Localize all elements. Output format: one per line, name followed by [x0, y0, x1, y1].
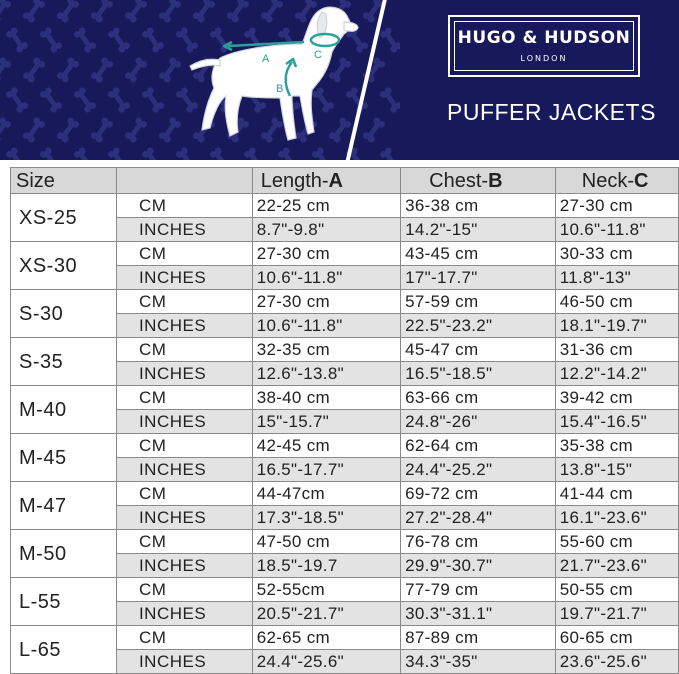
neck-value: 30-33 cm — [555, 242, 678, 266]
bone-icon — [124, 0, 149, 24]
bone-icon — [90, 56, 115, 84]
bone-icon — [141, 86, 166, 114]
bone-icon — [158, 116, 183, 144]
table-row-cm — [11, 482, 679, 506]
length-value: 17.3"-18.5" — [252, 506, 400, 530]
unit-label: INCHES — [116, 602, 252, 626]
length-value: 15"-15.7" — [252, 410, 400, 434]
length-value: 42-45 cm — [252, 434, 400, 458]
label-a: A — [262, 53, 270, 65]
header-chest — [401, 168, 556, 194]
size-label: M-50 — [11, 530, 117, 578]
length-value: 62-65 cm — [252, 626, 400, 650]
chest-value: 24.4"-25.2" — [401, 458, 556, 482]
bone-icon — [158, 56, 183, 84]
header-banner — [0, 0, 679, 160]
length-value: 18.5"-19.7 — [252, 554, 400, 578]
bone-icon — [73, 86, 98, 114]
bone-icon — [379, 26, 400, 54]
size-label: L-55 — [11, 578, 117, 626]
size-label: S-35 — [11, 338, 117, 386]
size-label: XS-25 — [11, 194, 117, 242]
unit-label: CM — [116, 482, 252, 506]
neck-value: 10.6"-11.8" — [555, 218, 678, 242]
neck-value: 27-30 cm — [555, 194, 678, 218]
table-row-cm — [11, 290, 679, 314]
table-row-cm — [11, 434, 679, 458]
length-value: 27-30 cm — [252, 290, 400, 314]
chest-value: 76-78 cm — [401, 530, 556, 554]
brand-logo — [448, 15, 640, 77]
bone-icon — [107, 146, 132, 160]
length-value: 52-55cm — [252, 578, 400, 602]
bone-icon — [107, 86, 132, 114]
bone-icon — [0, 56, 12, 84]
neck-value: 39-42 cm — [555, 386, 678, 410]
neck-value: 12.2"-14.2" — [555, 362, 678, 386]
table-row-cm — [11, 578, 679, 602]
table-row-cm — [11, 386, 679, 410]
unit-label: CM — [116, 386, 252, 410]
length-value: 47-50 cm — [252, 530, 400, 554]
chest-value: 36-38 cm — [401, 194, 556, 218]
header-length-key: A — [328, 169, 343, 192]
table-row-cm — [11, 338, 679, 362]
unit-label: INCHES — [116, 650, 252, 674]
bone-icon — [73, 146, 98, 160]
bone-icon — [56, 116, 81, 144]
bone-icon — [0, 116, 12, 144]
bone-icon — [379, 86, 400, 114]
bone-icon — [56, 56, 81, 84]
length-value: 8.7"-9.8" — [252, 218, 400, 242]
unit-label: CM — [116, 194, 252, 218]
chest-value: 16.5"-18.5" — [401, 362, 556, 386]
bone-icon — [379, 146, 400, 160]
chest-value: 14.2"-15" — [401, 218, 556, 242]
header-chest-label: Chest- — [429, 169, 489, 192]
neck-value: 50-55 cm — [555, 578, 678, 602]
unit-label: CM — [116, 578, 252, 602]
bone-icon — [107, 26, 132, 54]
header-neck — [555, 168, 678, 194]
bone-icon — [90, 0, 115, 24]
length-value: 22-25 cm — [252, 194, 400, 218]
chest-value: 45-47 cm — [401, 338, 556, 362]
table-header-row — [11, 168, 679, 194]
dog-measurement-diagram — [180, 0, 380, 160]
table-row-cm — [11, 530, 679, 554]
chest-value: 69-72 cm — [401, 482, 556, 506]
unit-label: INCHES — [116, 266, 252, 290]
length-value: 10.6"-11.8" — [252, 266, 400, 290]
chest-value: 22.5"-23.2" — [401, 314, 556, 338]
neck-value: 60-65 cm — [555, 626, 678, 650]
length-value: 32-35 cm — [252, 338, 400, 362]
length-value: 16.5"-17.7" — [252, 458, 400, 482]
size-label: M-40 — [11, 386, 117, 434]
bone-icon — [22, 116, 47, 144]
brand-location: LONDON — [520, 54, 568, 63]
size-label: M-47 — [11, 482, 117, 530]
header-length-label: Length- — [260, 169, 329, 192]
header-size: Size — [11, 168, 117, 194]
unit-label: CM — [116, 434, 252, 458]
bone-icon — [56, 0, 81, 24]
chest-value: 34.3"-35" — [401, 650, 556, 674]
unit-label: CM — [116, 530, 252, 554]
table-row-cm — [11, 242, 679, 266]
header-chest-key: B — [488, 169, 503, 192]
chest-value: 17"-17.7" — [401, 266, 556, 290]
size-rows — [11, 194, 679, 674]
neck-value: 15.4"-16.5" — [555, 410, 678, 434]
chest-value: 27.2"-28.4" — [401, 506, 556, 530]
size-label: XS-30 — [11, 242, 117, 290]
header-neck-label: Neck- — [581, 169, 634, 192]
bone-icon — [158, 0, 183, 24]
neck-value: 21.7"-23.6" — [555, 554, 678, 578]
length-value: 20.5"-21.7" — [252, 602, 400, 626]
chest-value: 29.9"-30.7" — [401, 554, 556, 578]
label-b: B — [276, 83, 284, 95]
bone-icon — [39, 86, 64, 114]
bone-icon — [141, 146, 166, 160]
neck-value: 13.8"-15" — [555, 458, 678, 482]
bone-icon — [5, 86, 30, 114]
neck-value: 41-44 cm — [555, 482, 678, 506]
unit-label: INCHES — [116, 506, 252, 530]
size-chart-table — [10, 167, 679, 674]
bone-icon — [22, 56, 47, 84]
brand-name: HUGO & HUDSON — [457, 28, 631, 48]
unit-label: CM — [116, 290, 252, 314]
unit-label: CM — [116, 626, 252, 650]
unit-label: INCHES — [116, 458, 252, 482]
bone-icon — [22, 0, 47, 24]
unit-label: INCHES — [116, 362, 252, 386]
length-value: 12.6"-13.8" — [252, 362, 400, 386]
header-unit — [116, 168, 252, 194]
neck-value: 31-36 cm — [555, 338, 678, 362]
table-row-cm — [11, 194, 679, 218]
length-value: 24.4"-25.6" — [252, 650, 400, 674]
neck-value: 16.1"-23.6" — [555, 506, 678, 530]
unit-label: CM — [116, 338, 252, 362]
chest-value: 77-79 cm — [401, 578, 556, 602]
size-label: S-30 — [11, 290, 117, 338]
length-value: 10.6"-11.8" — [252, 314, 400, 338]
bone-icon — [5, 146, 30, 160]
bone-icon — [73, 26, 98, 54]
chest-value: 57-59 cm — [401, 290, 556, 314]
product-title: PUFFER JACKETS — [447, 99, 656, 125]
bone-icon — [39, 26, 64, 54]
neck-value: 35-38 cm — [555, 434, 678, 458]
neck-value: 23.6"-25.6" — [555, 650, 678, 674]
label-c: C — [314, 49, 322, 61]
chest-value: 87-89 cm — [401, 626, 556, 650]
unit-label: INCHES — [116, 554, 252, 578]
bone-icon — [0, 0, 12, 24]
neck-value: 46-50 cm — [555, 290, 678, 314]
header-neck-key: C — [633, 169, 649, 192]
bone-icon — [39, 146, 64, 160]
bone-icon — [5, 26, 30, 54]
length-value: 44-47cm — [252, 482, 400, 506]
bone-icon — [124, 116, 149, 144]
unit-label: INCHES — [116, 218, 252, 242]
neck-value: 55-60 cm — [555, 530, 678, 554]
chest-value: 43-45 cm — [401, 242, 556, 266]
size-label: M-45 — [11, 434, 117, 482]
bone-icon — [90, 116, 115, 144]
chest-value: 30.3"-31.1" — [401, 602, 556, 626]
size-label: L-65 — [11, 626, 117, 674]
unit-label: INCHES — [116, 314, 252, 338]
neck-value: 18.1"-19.7" — [555, 314, 678, 338]
table-row-cm — [11, 626, 679, 650]
chest-value: 62-64 cm — [401, 434, 556, 458]
header-length — [252, 168, 400, 194]
chest-value: 24.8"-26" — [401, 410, 556, 434]
neck-value: 11.8"-13" — [555, 266, 678, 290]
unit-label: CM — [116, 242, 252, 266]
chest-value: 63-66 cm — [401, 386, 556, 410]
neck-value: 19.7"-21.7" — [555, 602, 678, 626]
bone-icon — [141, 26, 166, 54]
bone-icon — [124, 56, 149, 84]
unit-label: INCHES — [116, 410, 252, 434]
length-value: 27-30 cm — [252, 242, 400, 266]
dog-silhouette — [190, 7, 358, 140]
length-value: 38-40 cm — [252, 386, 400, 410]
